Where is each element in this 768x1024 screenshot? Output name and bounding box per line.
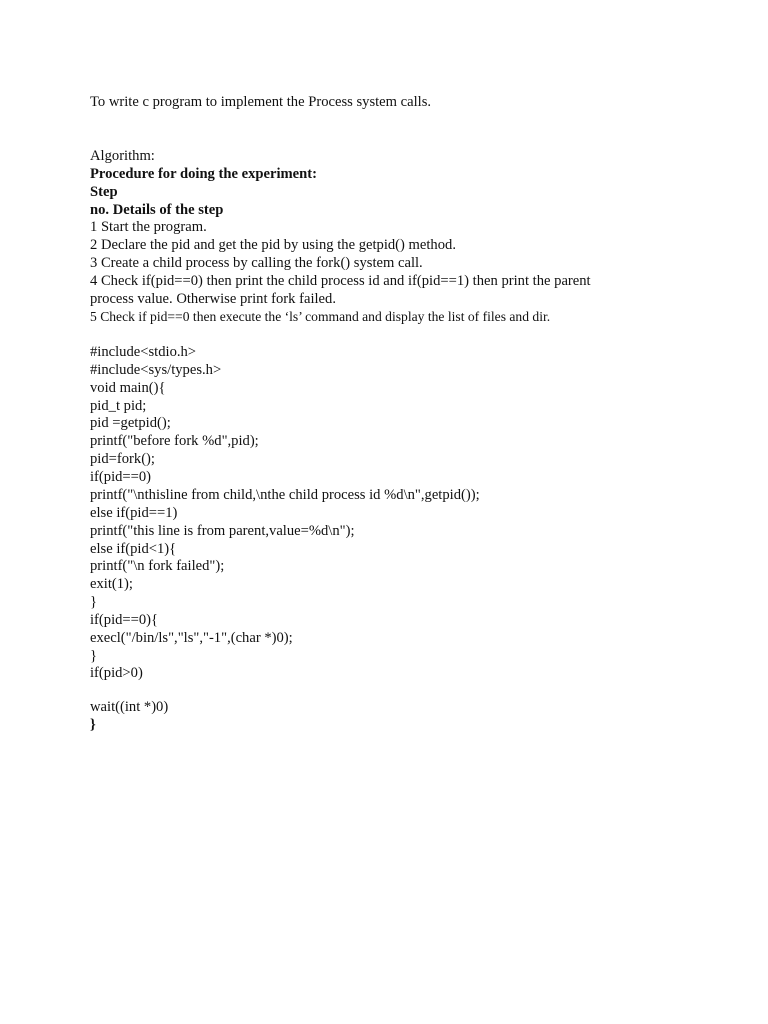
details-heading: no. Details of the step xyxy=(90,202,224,218)
step-line: process value. Otherwise print fork failed. xyxy=(90,291,336,307)
procedure-heading: Procedure for doing the experiment: xyxy=(90,166,317,182)
code-line: wait((int *)0) xyxy=(90,699,169,715)
code-line: exit(1); xyxy=(90,576,133,592)
code-line: pid =getpid(); xyxy=(90,415,171,431)
code-line: if(pid==0) xyxy=(90,469,152,485)
code-line: printf("this line is from parent,value=%d\n"); xyxy=(90,523,355,539)
algorithm-label: Algorithm: xyxy=(90,148,155,164)
code-line: #include<stdio.h> xyxy=(90,344,197,360)
closing-brace: } xyxy=(90,717,96,733)
code-line: } xyxy=(90,648,98,664)
step-line: 2 Declare the pid and get the pid by using the getpid() method. xyxy=(90,237,456,253)
code-line: pid=fork(); xyxy=(90,451,155,467)
code-line: printf("before fork %d",pid); xyxy=(90,433,259,449)
step-line: 4 Check if(pid==0) then print the child process id and if(pid==1) then print the parent xyxy=(90,273,591,289)
code-line: printf("\nthisline from child,\nthe child process id %d\n",getpid()); xyxy=(90,487,480,503)
step-line: 1 Start the program. xyxy=(90,219,207,235)
code-line: if(pid>0) xyxy=(90,665,143,681)
code-line: } xyxy=(90,594,98,610)
step-heading: Step xyxy=(90,184,118,200)
code-line: else if(pid<1){ xyxy=(90,541,177,557)
code-line: execl("/bin/ls","ls","-1",(char *)0); xyxy=(90,630,293,646)
code-line: if(pid==0){ xyxy=(90,612,159,628)
code-line: printf("\n fork failed"); xyxy=(90,558,225,574)
aim-text: To write c program to implement the Process system calls. xyxy=(90,94,432,110)
step-line: 3 Create a child process by calling the fork() system call. xyxy=(90,255,423,271)
step-line: 5 Check if pid==0 then execute the ‘ls’ command and display the list of files and dir. xyxy=(90,309,551,324)
code-line: else if(pid==1) xyxy=(90,505,178,521)
code-line: #include<sys/types.h> xyxy=(90,362,222,378)
code-line: pid_t pid; xyxy=(90,398,147,414)
code-line: void main(){ xyxy=(90,380,166,396)
